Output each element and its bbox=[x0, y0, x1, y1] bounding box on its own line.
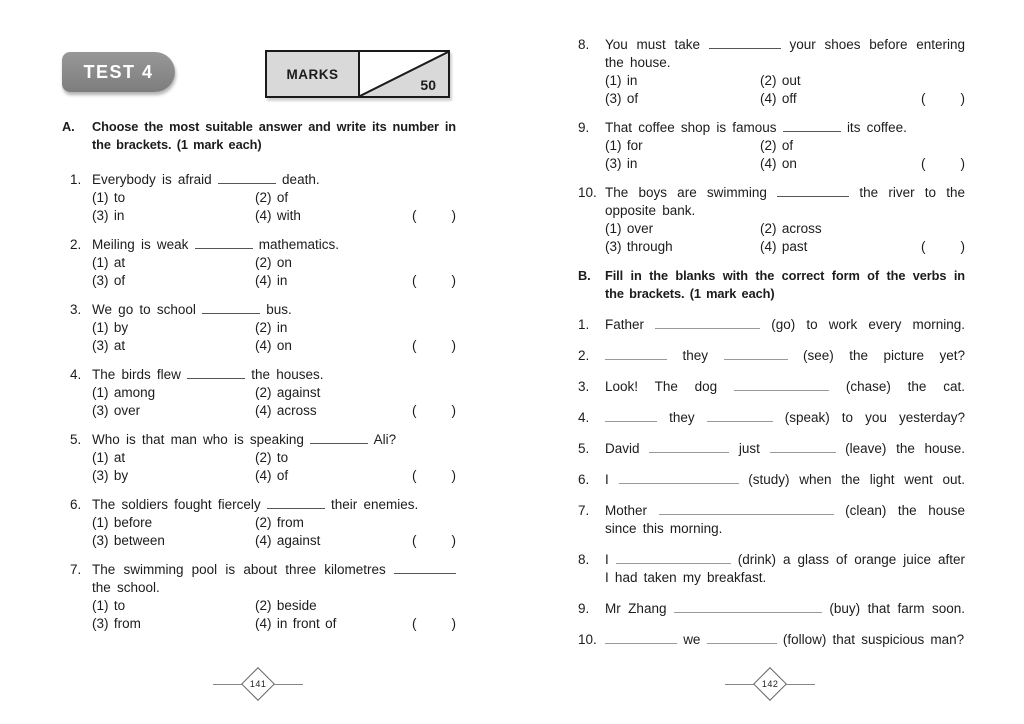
question-number: 1. bbox=[70, 172, 82, 187]
question-number: 5. bbox=[578, 441, 590, 456]
options-row bbox=[575, 155, 965, 173]
question-post: their enemies. bbox=[331, 497, 419, 512]
section-instruction: Fill in the blanks with the correct form of the verbs in the brackets. (1 mark each) bbox=[605, 268, 965, 301]
question-pre: Who is that man who is speaking bbox=[92, 432, 304, 447]
fill-question bbox=[575, 316, 965, 334]
bracket-close: ) bbox=[960, 156, 965, 171]
options-row bbox=[60, 272, 456, 290]
answer-blank bbox=[777, 184, 849, 197]
option: (3) over bbox=[92, 403, 141, 418]
page-number-diamond bbox=[241, 667, 275, 701]
bracket-open: ( bbox=[412, 533, 417, 548]
question-text bbox=[605, 347, 965, 365]
marks-label: MARKS bbox=[286, 66, 339, 82]
mc-question bbox=[575, 184, 965, 256]
options-row bbox=[575, 72, 965, 90]
answer-blank bbox=[202, 301, 260, 314]
question-line bbox=[60, 171, 456, 189]
question-post: death. bbox=[282, 172, 320, 187]
option: (3) between bbox=[92, 533, 165, 548]
option: (1) to bbox=[92, 598, 126, 613]
option: (4) across bbox=[255, 403, 317, 418]
section-b-heading bbox=[575, 267, 965, 303]
question-part: Look! The dog bbox=[605, 379, 718, 394]
answer-blank bbox=[616, 551, 731, 564]
option: (1) over bbox=[605, 221, 654, 236]
options-row bbox=[575, 220, 965, 238]
bracket-open: ( bbox=[412, 468, 417, 483]
answer-bracket bbox=[412, 402, 456, 420]
option: (4) off bbox=[760, 91, 797, 106]
page-footer bbox=[575, 672, 965, 696]
options-row bbox=[60, 597, 456, 615]
footer-rule bbox=[213, 684, 243, 685]
answer-blank bbox=[605, 409, 657, 422]
fill-question bbox=[575, 440, 965, 458]
answer-blank bbox=[195, 236, 253, 249]
question-post: the school. bbox=[92, 580, 160, 595]
left-page bbox=[60, 0, 456, 724]
answer-blank bbox=[783, 119, 841, 132]
answer-blank bbox=[655, 316, 760, 329]
question-pre: You must take bbox=[605, 37, 700, 52]
question-number: 3. bbox=[578, 379, 590, 394]
question-line bbox=[60, 366, 456, 384]
answer-blank bbox=[709, 36, 781, 49]
option: (4) in bbox=[255, 273, 288, 288]
answer-bracket bbox=[412, 467, 456, 485]
question-number: 5. bbox=[70, 432, 82, 447]
option: (2) to bbox=[255, 450, 289, 465]
question-text bbox=[92, 366, 456, 384]
section-label: A. bbox=[62, 119, 75, 134]
question-part: (chase) the cat. bbox=[845, 379, 965, 394]
question-text bbox=[92, 236, 456, 254]
question-line bbox=[60, 561, 456, 597]
question-part: (drink) a glass of orange juice after I had taken my breakfast. bbox=[605, 552, 965, 585]
mc-question bbox=[60, 301, 456, 355]
question-post: its coffee. bbox=[846, 120, 907, 135]
fill-question bbox=[575, 471, 965, 489]
option: (2) across bbox=[760, 221, 822, 236]
bracket-open: ( bbox=[412, 403, 417, 418]
option: (1) for bbox=[605, 138, 643, 153]
answer-blank bbox=[218, 171, 276, 184]
question-post: your shoes before entering the house. bbox=[605, 37, 965, 70]
answer-bracket bbox=[921, 238, 965, 256]
section-a-heading bbox=[60, 118, 456, 154]
option: (3) of bbox=[92, 273, 126, 288]
question-text bbox=[605, 440, 965, 458]
question-text bbox=[605, 184, 965, 220]
question-text bbox=[92, 496, 456, 514]
option: (2) of bbox=[255, 190, 289, 205]
marks-total: 50 bbox=[420, 77, 436, 93]
question-line bbox=[575, 184, 965, 220]
section-label: B. bbox=[578, 268, 591, 283]
question-number: 2. bbox=[578, 348, 590, 363]
answer-blank bbox=[734, 378, 829, 391]
option: (4) in front of bbox=[255, 616, 337, 631]
question-line bbox=[60, 236, 456, 254]
answer-blank bbox=[394, 561, 456, 574]
question-number: 8. bbox=[578, 552, 590, 567]
question-text bbox=[605, 600, 965, 618]
answer-bracket bbox=[412, 337, 456, 355]
question-text bbox=[605, 316, 965, 334]
options-row bbox=[60, 384, 456, 402]
question-number: 9. bbox=[578, 601, 590, 616]
question-text bbox=[605, 378, 965, 396]
right-page bbox=[575, 0, 965, 724]
bracket-close: ) bbox=[451, 273, 456, 288]
question-number: 6. bbox=[70, 497, 82, 512]
answer-blank bbox=[310, 431, 368, 444]
options-row bbox=[60, 189, 456, 207]
footer-rule bbox=[725, 684, 755, 685]
marks-score-cell bbox=[360, 52, 448, 96]
question-number: 10. bbox=[578, 632, 597, 647]
question-pre: We go to school bbox=[92, 302, 196, 317]
marks-box bbox=[265, 50, 450, 98]
answer-bracket bbox=[412, 615, 456, 633]
question-pre: Everybody is afraid bbox=[92, 172, 212, 187]
question-post: mathematics. bbox=[258, 237, 340, 252]
section-instruction: Choose the most suitable answer and write its number in the brackets. (1 mark each) bbox=[92, 119, 456, 152]
answer-bracket bbox=[921, 90, 965, 108]
answer-blank bbox=[707, 409, 773, 422]
options-row bbox=[60, 402, 456, 420]
mc-question bbox=[60, 496, 456, 550]
question-pre: Meiling is weak bbox=[92, 237, 189, 252]
question-line bbox=[60, 431, 456, 449]
question-text bbox=[92, 301, 456, 319]
options-row bbox=[575, 90, 965, 108]
question-part: (see) the picture yet? bbox=[802, 348, 965, 363]
footer-rule bbox=[785, 684, 815, 685]
bracket-open: ( bbox=[921, 91, 926, 106]
question-number: 8. bbox=[578, 37, 590, 52]
option: (4) of bbox=[255, 468, 289, 483]
question-part: (leave) the house. bbox=[845, 441, 966, 456]
question-pre: The boys are swimming bbox=[605, 185, 767, 200]
option: (4) with bbox=[255, 208, 301, 223]
options-row bbox=[575, 238, 965, 256]
option: (1) to bbox=[92, 190, 126, 205]
options-row bbox=[60, 615, 456, 633]
question-text bbox=[605, 551, 965, 587]
question-part: Father bbox=[605, 317, 645, 332]
bracket-close: ) bbox=[451, 616, 456, 631]
fill-question bbox=[575, 551, 965, 587]
question-part: just bbox=[738, 441, 760, 456]
bracket-close: ) bbox=[960, 91, 965, 106]
bracket-close: ) bbox=[451, 533, 456, 548]
mc-question bbox=[60, 431, 456, 485]
question-part: I bbox=[605, 552, 609, 567]
question-number: 4. bbox=[70, 367, 82, 382]
option: (3) through bbox=[605, 239, 673, 254]
question-pre: The soldiers fought fiercely bbox=[92, 497, 261, 512]
bracket-open: ( bbox=[412, 208, 417, 223]
option: (2) out bbox=[760, 73, 801, 88]
answer-bracket bbox=[412, 272, 456, 290]
option: (3) at bbox=[92, 338, 126, 353]
question-part: they bbox=[669, 410, 695, 425]
answer-blank bbox=[674, 600, 822, 613]
option: (1) at bbox=[92, 450, 126, 465]
option: (1) among bbox=[92, 385, 156, 400]
question-part: we bbox=[683, 632, 701, 647]
option: (3) of bbox=[605, 91, 639, 106]
option: (2) in bbox=[255, 320, 288, 335]
marks-label-cell bbox=[267, 52, 360, 96]
bracket-close: ) bbox=[451, 338, 456, 353]
question-post: Ali? bbox=[373, 432, 397, 447]
bracket-open: ( bbox=[921, 239, 926, 254]
options-row bbox=[575, 137, 965, 155]
question-pre: That coffee shop is famous bbox=[605, 120, 777, 135]
question-text bbox=[92, 171, 456, 189]
answer-bracket bbox=[412, 207, 456, 225]
bracket-close: ) bbox=[451, 468, 456, 483]
question-number: 3. bbox=[70, 302, 82, 317]
question-text bbox=[92, 561, 456, 597]
answer-blank bbox=[707, 631, 777, 644]
option: (2) of bbox=[760, 138, 794, 153]
page-number-diamond bbox=[753, 667, 787, 701]
mc-question bbox=[575, 36, 965, 108]
option: (3) in bbox=[605, 156, 638, 171]
question-number: 10. bbox=[578, 185, 597, 200]
question-text bbox=[605, 36, 965, 72]
option: (3) in bbox=[92, 208, 125, 223]
page-number: 142 bbox=[761, 679, 779, 689]
option: (4) on bbox=[760, 156, 797, 171]
question-post: the river to the opposite bank. bbox=[605, 185, 966, 218]
option: (2) beside bbox=[255, 598, 317, 613]
option: (4) on bbox=[255, 338, 292, 353]
question-text bbox=[92, 431, 456, 449]
question-text bbox=[605, 409, 965, 427]
question-part: they bbox=[682, 348, 709, 363]
answer-blank bbox=[724, 347, 788, 360]
page-footer bbox=[60, 672, 456, 696]
question-line bbox=[575, 119, 965, 137]
answer-blank bbox=[187, 366, 245, 379]
question-part: (clean) the house since this morning. bbox=[605, 503, 966, 536]
answer-blank bbox=[649, 440, 729, 453]
answer-blank bbox=[619, 471, 739, 484]
mc-question bbox=[60, 236, 456, 290]
bracket-close: ) bbox=[451, 208, 456, 223]
answer-blank bbox=[605, 631, 677, 644]
footer-rule bbox=[273, 684, 303, 685]
options-row bbox=[60, 532, 456, 550]
question-line bbox=[60, 496, 456, 514]
page-header bbox=[60, 0, 456, 118]
page-number: 141 bbox=[249, 679, 267, 689]
test-title: TEST 4 bbox=[83, 61, 154, 82]
option: (2) against bbox=[255, 385, 321, 400]
options-row bbox=[60, 449, 456, 467]
question-post: bus. bbox=[266, 302, 292, 317]
bracket-open: ( bbox=[921, 156, 926, 171]
question-part: (follow) that suspicious man? bbox=[782, 632, 965, 647]
question-part: (buy) that farm soon. bbox=[829, 601, 966, 616]
question-number: 1. bbox=[578, 317, 590, 332]
options-row bbox=[60, 467, 456, 485]
fill-question bbox=[575, 502, 965, 538]
mc-question bbox=[60, 561, 456, 633]
question-post: the houses. bbox=[251, 367, 324, 382]
question-number: 4. bbox=[578, 410, 590, 425]
question-part: Mr Zhang bbox=[605, 601, 667, 616]
option: (1) before bbox=[92, 515, 153, 530]
question-part: (study) when the light went out. bbox=[748, 472, 965, 487]
bracket-open: ( bbox=[412, 338, 417, 353]
question-text bbox=[605, 471, 965, 489]
option: (2) from bbox=[255, 515, 304, 530]
options-row bbox=[60, 337, 456, 355]
option: (4) against bbox=[255, 533, 321, 548]
question-part: I bbox=[605, 472, 609, 487]
option: (3) by bbox=[92, 468, 129, 483]
option: (4) past bbox=[760, 239, 808, 254]
fill-question bbox=[575, 409, 965, 427]
answer-blank bbox=[267, 496, 325, 509]
bracket-open: ( bbox=[412, 273, 417, 288]
answer-blank bbox=[605, 347, 667, 360]
bracket-close: ) bbox=[960, 239, 965, 254]
question-number: 6. bbox=[578, 472, 590, 487]
answer-blank bbox=[659, 502, 834, 515]
question-part: David bbox=[605, 441, 640, 456]
question-text bbox=[605, 119, 965, 137]
option: (1) at bbox=[92, 255, 126, 270]
options-row bbox=[60, 514, 456, 532]
option: (2) on bbox=[255, 255, 292, 270]
options-row bbox=[60, 319, 456, 337]
options-row bbox=[60, 254, 456, 272]
question-pre: The swimming pool is about three kilometres bbox=[92, 562, 386, 577]
fill-question bbox=[575, 347, 965, 365]
question-line bbox=[575, 36, 965, 72]
question-part: (go) to work every morning. bbox=[771, 317, 965, 332]
answer-bracket bbox=[921, 155, 965, 173]
answer-bracket bbox=[412, 532, 456, 550]
bracket-open: ( bbox=[412, 616, 417, 631]
fill-question bbox=[575, 378, 965, 396]
mc-question bbox=[60, 171, 456, 225]
fill-question bbox=[575, 600, 965, 618]
options-row bbox=[60, 207, 456, 225]
mc-question bbox=[60, 366, 456, 420]
question-number: 7. bbox=[578, 503, 590, 518]
question-text bbox=[605, 631, 965, 649]
question-part: Mother bbox=[605, 503, 648, 518]
bracket-close: ) bbox=[451, 403, 456, 418]
question-line bbox=[60, 301, 456, 319]
answer-blank bbox=[770, 440, 836, 453]
question-text bbox=[605, 502, 965, 538]
question-number: 9. bbox=[578, 120, 590, 135]
option: (1) by bbox=[92, 320, 129, 335]
option: (3) from bbox=[92, 616, 141, 631]
question-pre: The birds flew bbox=[92, 367, 181, 382]
question-part: (speak) to you yesterday? bbox=[784, 410, 965, 425]
question-number: 2. bbox=[70, 237, 82, 252]
test-banner bbox=[62, 52, 175, 92]
mc-question bbox=[575, 119, 965, 173]
question-number: 7. bbox=[70, 562, 82, 577]
fill-question bbox=[575, 631, 965, 649]
option: (1) in bbox=[605, 73, 638, 88]
